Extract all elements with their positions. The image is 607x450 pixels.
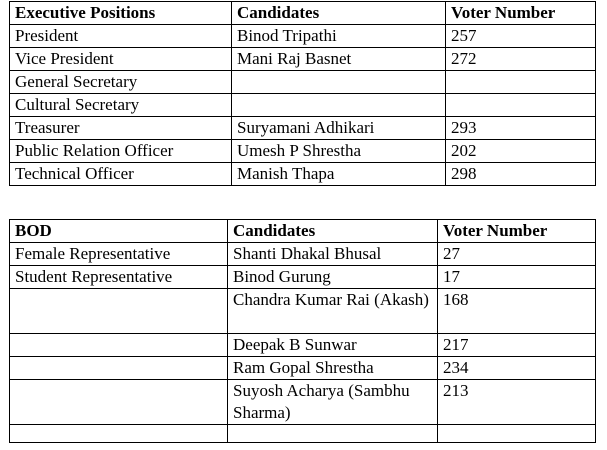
table-row — [10, 357, 596, 380]
table-row — [10, 163, 596, 186]
voter-number-cell: 17 — [438, 266, 596, 289]
candidate-cell: Umesh P Shrestha — [232, 140, 446, 163]
voter-number-cell: 298 — [446, 163, 596, 186]
column-header-bod: BOD — [10, 220, 228, 243]
voter-number-cell: 202 — [446, 140, 596, 163]
position-cell — [10, 380, 228, 425]
table-row — [10, 243, 596, 266]
position-cell: Female Representative — [10, 243, 228, 266]
position-cell: President — [10, 25, 232, 48]
position-cell: Public Relation Officer — [10, 140, 232, 163]
voter-number-cell: 27 — [438, 243, 596, 266]
bod-table — [9, 219, 596, 443]
candidate-cell: Binod Tripathi — [232, 25, 446, 48]
table-row — [10, 71, 596, 94]
voter-number-cell — [446, 71, 596, 94]
table-header-row — [10, 220, 596, 243]
column-header-position: Executive Positions — [10, 2, 232, 25]
column-header-candidates: Candidates — [232, 2, 446, 25]
position-cell: Cultural Secretary — [10, 94, 232, 117]
voter-number-cell: 168 — [438, 289, 596, 334]
candidate-cell: Suryamani Adhikari — [232, 117, 446, 140]
voter-number-cell: 293 — [446, 117, 596, 140]
table-row — [10, 140, 596, 163]
table-row — [10, 25, 596, 48]
table-header-row — [10, 2, 596, 25]
voter-number-cell: 213 — [438, 380, 596, 425]
candidate-cell — [232, 94, 446, 117]
table-row — [10, 117, 596, 140]
column-header-voter-number: Voter Number — [446, 2, 596, 25]
position-cell — [10, 357, 228, 380]
candidate-cell: Suyosh Acharya (Sambhu Sharma) — [228, 380, 438, 425]
table-row — [10, 334, 596, 357]
candidate-cell: Chandra Kumar Rai (Akash) — [228, 289, 438, 334]
candidate-cell — [232, 71, 446, 94]
table-row — [10, 380, 596, 425]
candidate-cell: Manish Thapa — [232, 163, 446, 186]
candidate-cell: Deepak B Sunwar — [228, 334, 438, 357]
voter-number-cell: 257 — [446, 25, 596, 48]
position-cell: Technical Officer — [10, 163, 232, 186]
executive-positions-table — [9, 1, 596, 186]
position-cell — [10, 334, 228, 357]
position-cell: Student Representative — [10, 266, 228, 289]
voter-number-cell: 234 — [438, 357, 596, 380]
table-row — [10, 425, 596, 443]
column-header-candidates: Candidates — [228, 220, 438, 243]
candidate-cell: Binod Gurung — [228, 266, 438, 289]
candidate-cell: Mani Raj Basnet — [232, 48, 446, 71]
candidate-cell: Ram Gopal Shrestha — [228, 357, 438, 380]
voter-number-cell: 217 — [438, 334, 596, 357]
position-cell — [10, 425, 228, 443]
voter-number-cell — [446, 94, 596, 117]
candidate-cell: Shanti Dhakal Bhusal — [228, 243, 438, 266]
position-cell: Vice President — [10, 48, 232, 71]
position-cell: Treasurer — [10, 117, 232, 140]
table-row — [10, 48, 596, 71]
position-cell: General Secretary — [10, 71, 232, 94]
table-row — [10, 266, 596, 289]
table-row — [10, 94, 596, 117]
voter-number-cell — [438, 425, 596, 443]
column-header-voter-number: Voter Number — [438, 220, 596, 243]
position-cell — [10, 289, 228, 334]
table-row — [10, 289, 596, 334]
candidate-cell — [228, 425, 438, 443]
voter-number-cell: 272 — [446, 48, 596, 71]
